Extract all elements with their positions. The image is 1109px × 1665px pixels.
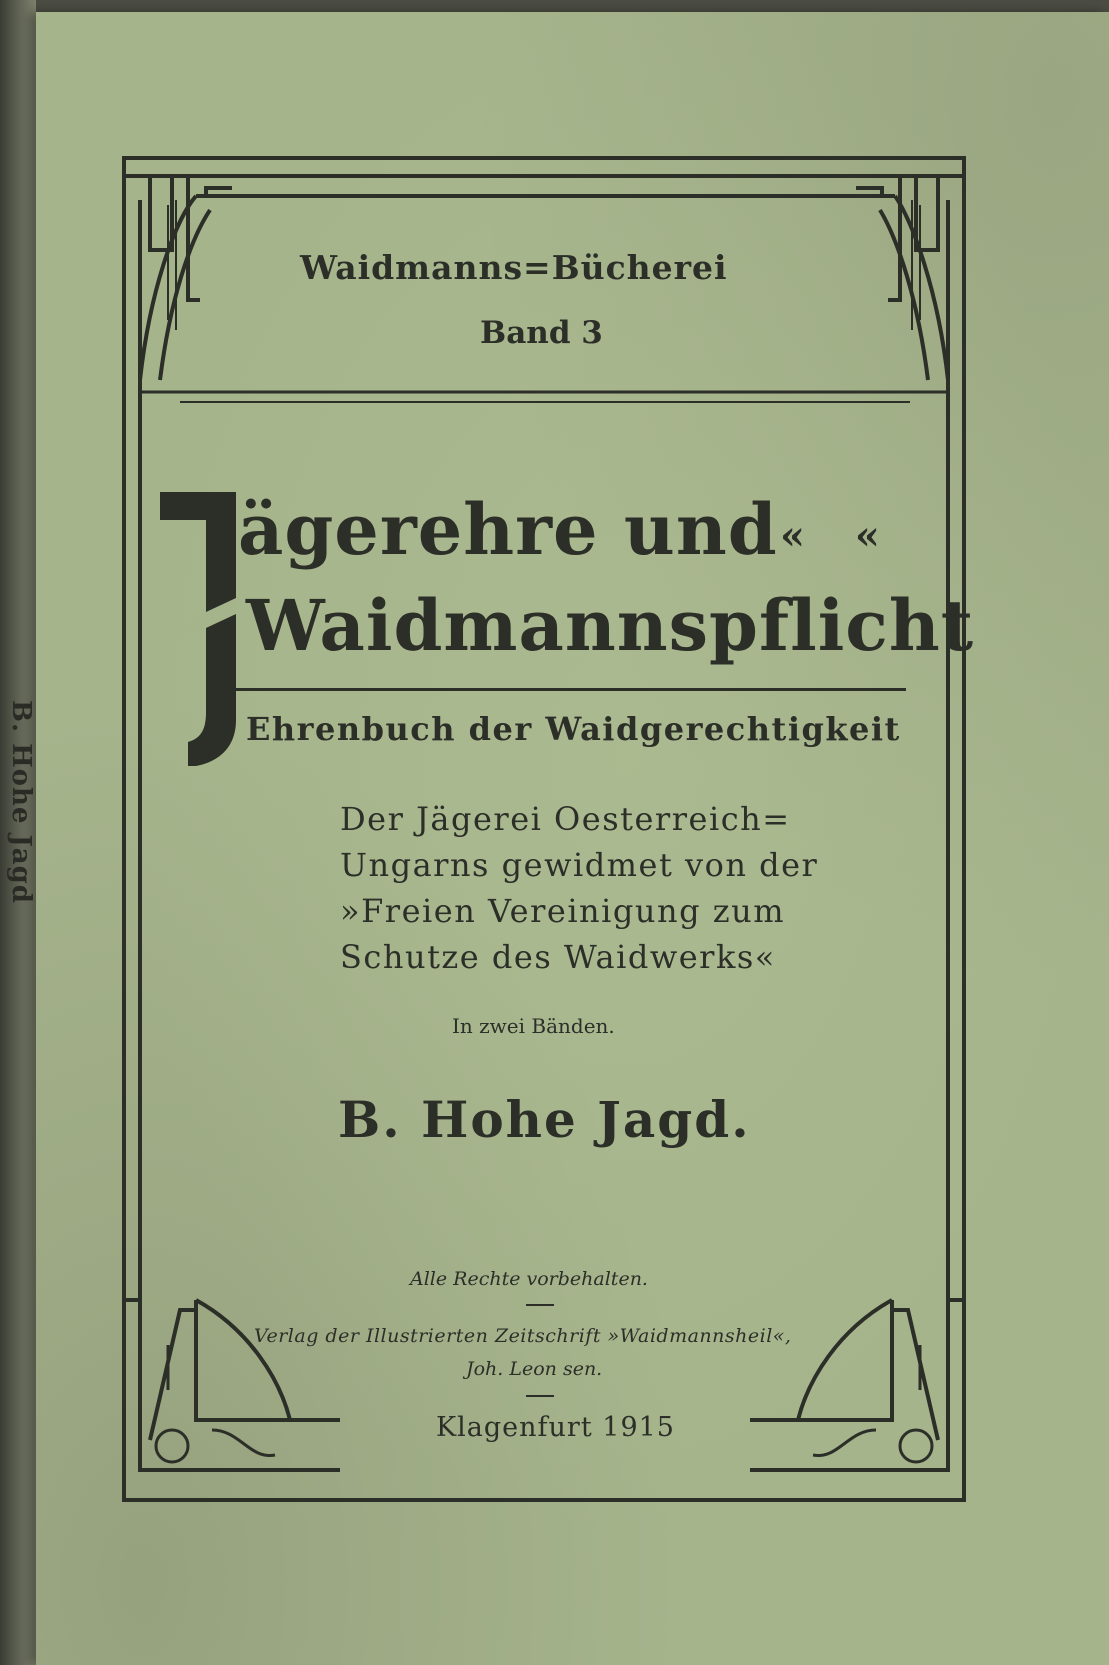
volume-title: B. Hohe Jagd. xyxy=(338,1090,751,1149)
separator-dash xyxy=(526,1395,554,1397)
dedication-line: Schutze des Waidwerks« xyxy=(340,938,776,976)
volume-number: Band 3 xyxy=(480,315,603,351)
spine-title: B. Hohe Jagd xyxy=(6,700,36,904)
dedication-line: »Freien Vereinigung zum xyxy=(340,892,786,930)
separator-dash xyxy=(526,1304,554,1306)
title-line-1: ägerehre und xyxy=(238,488,778,571)
place-and-year: Klagenfurt 1915 xyxy=(436,1412,675,1443)
series-title: Waidmanns=Bücherei xyxy=(300,248,728,287)
decorative-initial-j xyxy=(160,492,236,766)
dedication-line: Ungarns gewidmet von der xyxy=(340,846,819,884)
title-line-2: Waidmannspflicht xyxy=(246,584,975,667)
rights-note: Alle Rechte vorbehalten. xyxy=(410,1268,648,1290)
volumes-note: In zwei Bänden. xyxy=(452,1014,615,1038)
title-rule xyxy=(236,688,906,691)
publisher-line-1: Verlag der Illustrierten Zeitschrift »Waidmannsheil«, xyxy=(254,1325,792,1347)
title-ornament-quotes: « « xyxy=(780,512,898,559)
subtitle: Ehrenbuch der Waidgerechtigkeit xyxy=(246,710,901,748)
dedication-line: Der Jägerei Oesterreich= xyxy=(340,800,791,838)
publisher-line-2: Joh. Leon sen. xyxy=(466,1358,603,1380)
dedication xyxy=(340,796,818,980)
